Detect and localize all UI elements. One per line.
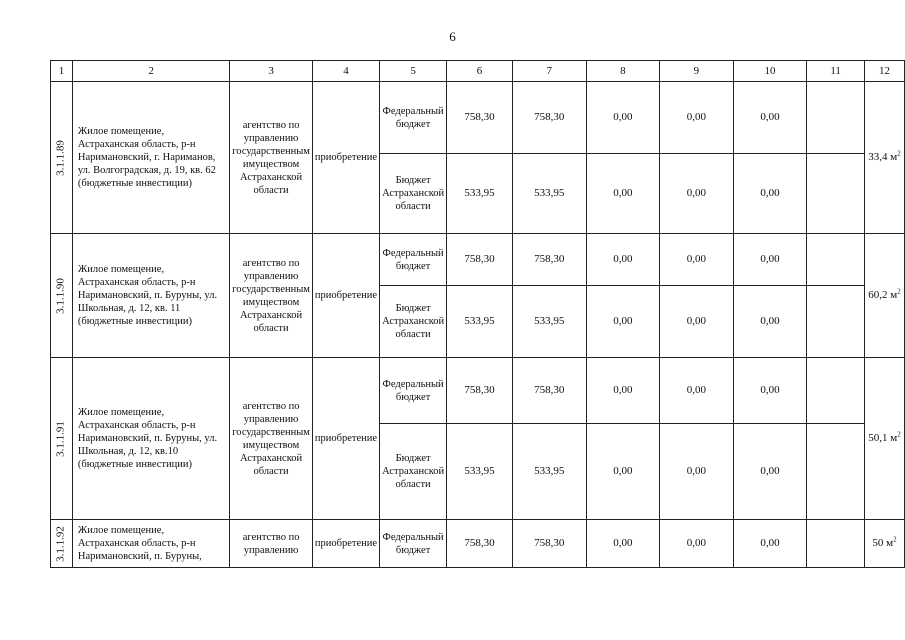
- agency-name: агентство по управлению государственным имуществом Астраханской области: [230, 234, 313, 358]
- agency-name: агентство по управлению государственным имуществом Астраханской области: [230, 82, 313, 234]
- action-type: приобретение: [312, 82, 379, 234]
- value-col-8: 0,00: [586, 82, 660, 154]
- page-number: 6: [449, 29, 456, 44]
- value-col-11: [807, 424, 865, 520]
- value-col-11: [807, 520, 865, 568]
- value-col-8: 0,00: [586, 154, 660, 234]
- header-row: [51, 61, 905, 82]
- funding-source: Федеральный бюджет: [380, 82, 447, 154]
- value-col-10: 0,00: [733, 286, 807, 358]
- value-col-7: 758,30: [512, 358, 586, 424]
- funding-source: Федеральный бюджет: [380, 234, 447, 286]
- value-col-8: 0,00: [586, 358, 660, 424]
- value-col-9: 0,00: [660, 520, 734, 568]
- value-col-6: 758,30: [447, 234, 513, 286]
- funding-source: Бюджет Астраханской области: [380, 424, 447, 520]
- header-cell: 9: [660, 61, 734, 82]
- header-cell: 1: [51, 61, 73, 82]
- area-unit-exponent: 2: [897, 430, 901, 439]
- area-cell: [864, 358, 904, 520]
- value-col-6: 758,30: [447, 82, 513, 154]
- value-col-8: 0,00: [586, 424, 660, 520]
- funding-source: Бюджет Астраханской области: [380, 154, 447, 234]
- table-row: [51, 82, 905, 154]
- agency-name: агентство по управлению государственным имуществом Астраханской области: [230, 358, 313, 520]
- item-number: [51, 234, 73, 358]
- header-cell: 8: [586, 61, 660, 82]
- header-cell: 7: [512, 61, 586, 82]
- header-cell: 12: [864, 61, 904, 82]
- action-type: приобретение: [312, 234, 379, 358]
- value-col-7: 533,95: [512, 286, 586, 358]
- value-col-6: 533,95: [447, 286, 513, 358]
- header-cell: 6: [447, 61, 513, 82]
- item-number: [51, 520, 73, 568]
- item-number-text: 3.1.1.89: [54, 139, 67, 176]
- value-col-7: 758,30: [512, 520, 586, 568]
- value-col-9: 0,00: [660, 82, 734, 154]
- item-number: [51, 358, 73, 520]
- agency-name: агентство по управлению: [230, 520, 313, 568]
- value-col-8: 0,00: [586, 520, 660, 568]
- value-col-10: 0,00: [733, 82, 807, 154]
- area-value: 50,1 м: [868, 432, 898, 444]
- table-row: [51, 358, 905, 424]
- value-col-7: 758,30: [512, 234, 586, 286]
- header-cell: 2: [72, 61, 229, 82]
- area-value: 33,4 м: [868, 151, 898, 163]
- value-col-9: 0,00: [660, 286, 734, 358]
- table-row: [51, 234, 905, 286]
- value-col-6: 533,95: [447, 424, 513, 520]
- area-value: 50 м: [872, 537, 894, 549]
- value-col-11: [807, 234, 865, 286]
- funding-source: Федеральный бюджет: [380, 358, 447, 424]
- value-col-10: 0,00: [733, 154, 807, 234]
- header-cell: 11: [807, 61, 865, 82]
- value-col-9: 0,00: [660, 234, 734, 286]
- table-row: [51, 520, 905, 568]
- value-col-6: 533,95: [447, 154, 513, 234]
- value-col-9: 0,00: [660, 424, 734, 520]
- value-col-11: [807, 286, 865, 358]
- value-col-7: 758,30: [512, 82, 586, 154]
- object-description: Жилое помещение, Астраханская область, р-н Наримановский, п. Буруны, ул. Школьная, д. 12, кв. 11 (бюджетные инвестиции): [72, 234, 229, 358]
- header-cell: 10: [733, 61, 807, 82]
- area-unit-exponent: 2: [897, 149, 901, 158]
- action-type: приобретение: [312, 358, 379, 520]
- area-cell: [864, 82, 904, 234]
- value-col-9: 0,00: [660, 154, 734, 234]
- value-col-7: 533,95: [512, 154, 586, 234]
- area-cell: [864, 520, 904, 568]
- area-cell: [864, 234, 904, 358]
- value-col-9: 0,00: [660, 358, 734, 424]
- object-description: Жилое помещение, Астраханская область, р-н Наримановский, п. Буруны, ул. Школьная, д. 12, кв.10 (бюджетные инвестиции): [72, 358, 229, 520]
- value-col-10: 0,00: [733, 424, 807, 520]
- value-col-10: 0,00: [733, 234, 807, 286]
- area-value: 60,2 м: [868, 289, 898, 301]
- item-number-text: 3.1.1.91: [54, 420, 67, 457]
- area-unit-exponent: 2: [897, 287, 901, 296]
- object-description: Жилое помещение, Астраханская область, р-н Наримановский, п. Буруны,: [72, 520, 229, 568]
- value-col-11: [807, 358, 865, 424]
- value-col-6: 758,30: [447, 520, 513, 568]
- item-number: [51, 82, 73, 234]
- action-type: приобретение: [312, 520, 379, 568]
- value-col-7: 533,95: [512, 424, 586, 520]
- object-description: Жилое помещение, Астраханская область, р-н Наримановский, г. Нариманов, ул. Волгоградская, д. 19, кв. 62 (бюджетные инвестиции): [72, 82, 229, 234]
- value-col-11: [807, 154, 865, 234]
- budget-table: [50, 60, 905, 568]
- header-cell: 5: [380, 61, 447, 82]
- funding-source: Федеральный бюджет: [380, 520, 447, 568]
- value-col-10: 0,00: [733, 520, 807, 568]
- item-number-text: 3.1.1.92: [54, 525, 67, 562]
- header-cell: 4: [312, 61, 379, 82]
- value-col-11: [807, 82, 865, 154]
- funding-source: Бюджет Астраханской области: [380, 286, 447, 358]
- value-col-10: 0,00: [733, 358, 807, 424]
- header-cell: 3: [230, 61, 313, 82]
- value-col-6: 758,30: [447, 358, 513, 424]
- item-number-text: 3.1.1.90: [54, 277, 67, 314]
- value-col-8: 0,00: [586, 234, 660, 286]
- value-col-8: 0,00: [586, 286, 660, 358]
- area-unit-exponent: 2: [893, 535, 897, 544]
